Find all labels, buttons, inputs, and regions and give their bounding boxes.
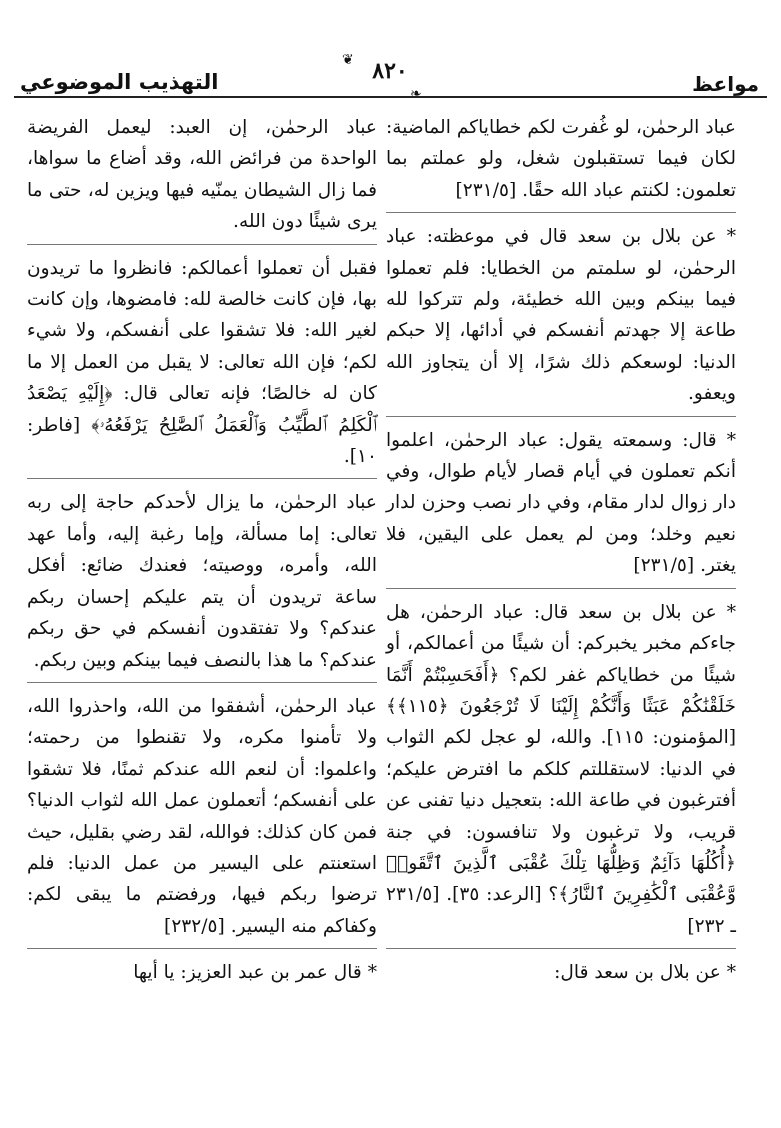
paragraph: عباد الرحمٰن، ما يزال لأحدكم حاجة إلى ربه تعالى: إما مسألة، وإما رغبة إليه، وأما عهد الله، وأمره، ووصيته؛ فعندك ضائع: أفكل ساعة تريدون أن يتم عليكم إحسان ربكم عندكم؟ ولا تفتقدون أنفسكم في حق ربكم عندكم؟ ما هذا بالنصف فيما بينكم وبين ربكم.: [27, 478, 377, 681]
paragraph: عباد الرحمٰن، أشفقوا من الله، واحذروا الله، ولا تأمنوا مكره، ولا تقنطوا من رحمته؛ واعلموا: أن لنعم الله عندكم ثمنًا، فلا تشقوا على أنفسكم؛ أتعملون عمل الله لثواب الدنيا؟ فمن كان كذلك: فوالله، لقد رضي بقليل، حيث استعنتم على اليسير من عمل الدنيا: فلم ترضوا ربكم فيها، ورفضتم ما يبقى لكم: وكفاكم منه اليسير. [٢٣٢/٥]: [27, 682, 377, 948]
section-title: مواعظ: [692, 72, 759, 96]
paragraph: * عن بلال بن سعد قال: عباد الرحمٰن، هل جاءكم مخبر يخبركم: أن شيئًا من أعمالكم، أو شيئًا من خطاياكم غفر لكم؟ ﴿أَفَحَسِبْتُمْ أَنَّمَا خَلَقْنَٰكُمْ عَبَثًا وَأَنَّكُمْ إِلَيْنَا لَا تُرْجَعُونَ ﴿١١٥﴾﴾ [المؤمنون: ١١٥]. والله، لو عجل لكم الثواب في الدنيا: لاستقللتم كلكم ما افترض عليكم؛ أفترغبون في طاعة الله: بتعجيل دنيا تفنى عن قريب، ولا ترغبون ولا تنافسون: في جنة ﴿أُكُلُهَا دَآئِمٌ وَظِلُّهَا تِلْكَ عُقْبَى ٱلَّذِينَ ٱتَّقَوا۟ وَّعُقْبَى ٱلْكَٰفِرِينَ ٱلنَّارُ﴾؟ [الرعد: ٣٥]. [٢٣١/٥ ـ ٢٣٢]: [386, 588, 736, 948]
ornament-top-icon: ❦: [342, 52, 354, 68]
right-column: [386, 112, 736, 1112]
page-header: [14, 52, 767, 102]
paragraph: عباد الرحمٰن، إن العبد: ليعمل الفريضة الواحدة من فرائض الله، وقد أضاع ما سواها، فما زال الشيطان يمنّيه فيها ويزين له، حتى ما يرى شيئًا دون الله.: [27, 117, 377, 233]
paragraph: * عن بلال بن سعد قال في موعظته: عباد الرحمٰن، لو سلمتم من الخطايا: فلم تعملوا فيما بينكم وبين الله خطيئة، ولم تتركوا لله طاعة إلا جهدتم أنفسكم في أدائها، إلا حبكم الدنيا: لوسعكم ذلك شرًا، إلا أن يتجاوز الله ويعفو.: [386, 212, 736, 415]
page-number: ٨٢٠: [372, 58, 408, 84]
paragraph: فقبل أن تعملوا أعمالكم: فانظروا ما تريدون بها، فإن كانت خالصة لله: فامضوها، وإن كانت لغير الله: فلا تشقوا على أنفسكم، ولا شيء لكم؛ فإن الله تعالى: لا يقبل من العمل إلا ما كان له خالصًا؛ فإنه تعالى قال: ﴿إِلَيْهِ يَصْعَدُ ٱلْكَلِمُ ٱلطَّيِّبُ وَٱلْعَمَلُ ٱلصَّٰلِحُ يَرْفَعُهُۥ﴾ [فاطر: ١٠].: [27, 244, 377, 479]
ornament-bottom-icon: ❧: [410, 86, 422, 102]
paragraph: عباد الرحمٰن، لو غُفرت لكم خطاياكم الماضية: لكان فيما تستقبلون شغل، ولو عملتم بما تعلمون: لكنتم عباد الله حقًا. [٢٣١/٥]: [386, 117, 736, 201]
header-rule: [14, 96, 767, 98]
paragraph: * عن بلال بن سعد قال:: [386, 948, 736, 994]
paragraph: * قال عمر بن عبد العزيز: يا أيها: [27, 948, 377, 994]
book-title: التهذيب الموضوعي: [20, 70, 219, 94]
paragraph: * قال: وسمعته يقول: عباد الرحمٰن، اعلموا أنكم تعملون في أيام قصار لأيام طوال، وفي دار زوال لدار مقام، وفي دار نصب وحزن لدار نعيم وخلد؛ ومن لم يعمل على اليقين، فلا يغتر. [٢٣١/٥]: [386, 416, 736, 588]
left-column: [27, 112, 377, 1112]
